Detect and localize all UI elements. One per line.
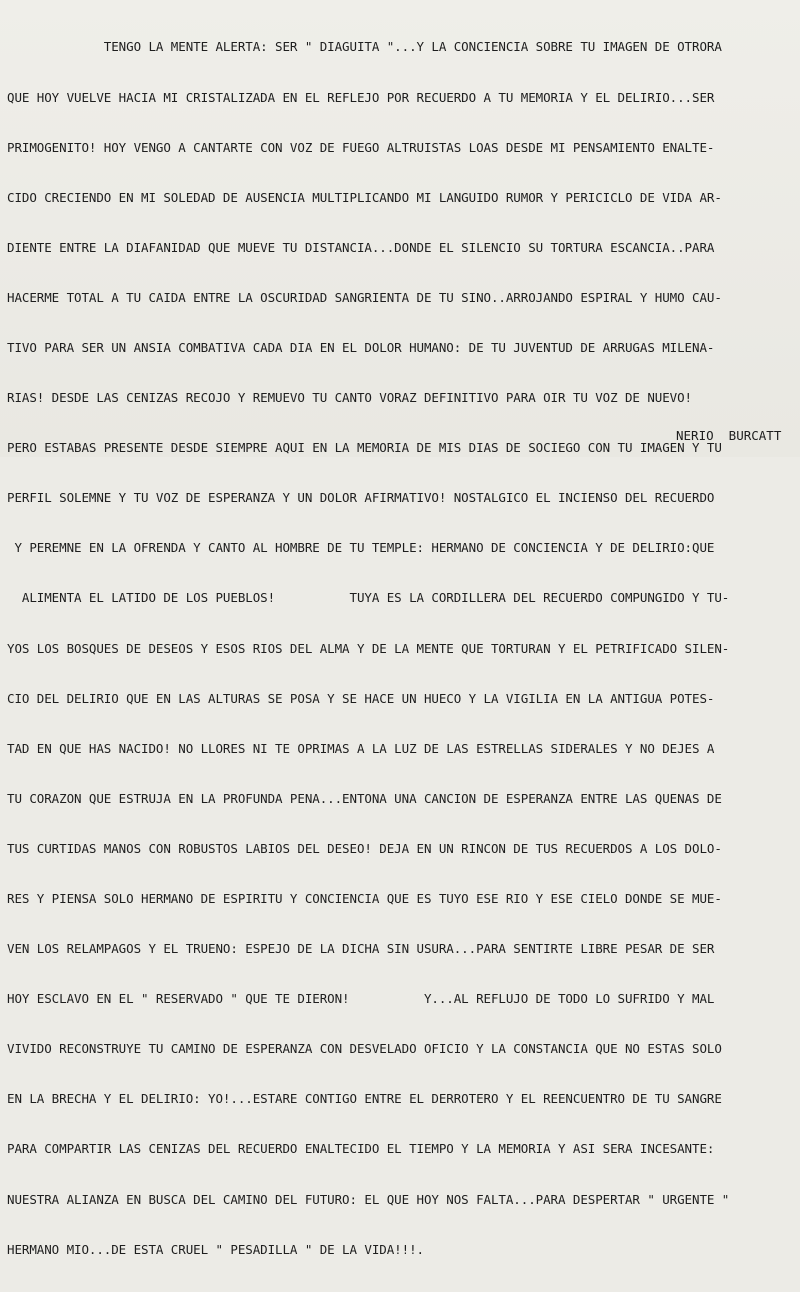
text-line: CIO DEL DELIRIO QUE EN LAS ALTURAS SE POSA Y SE HACE UN HUECO Y LA VIGILIA EN LA ANTIGUA POTES- (7, 690, 715, 706)
text-line: HOY ESCLAVO EN EL " RESERVADO " QUE TE DIERON! Y...AL REFLUJO DE TODO LO SUFRIDO Y MAL (7, 991, 715, 1007)
body-text (7, 6, 797, 1292)
text-line: YOS LOS BOSQUES DE DESEOS Y ESOS RIOS DEL ALMA Y DE LA MENTE QUE TORTURAN Y EL PETRIFICADO SILEN- (7, 640, 730, 656)
text-line: ALIMENTA EL LATIDO DE LOS PUEBLOS! TUYA ES LA CORDILLERA DEL RECUERDO COMPUNGIDO Y TU- (7, 590, 730, 606)
text-line: TENGO LA MENTE ALERTA: SER " DIAGUITA "...Y LA CONCIENCIA SOBRE TU IMAGEN DE OTRORA (7, 39, 722, 55)
text-line: Y PEREMNE EN LA OFRENDA Y CANTO AL HOMBRE DE TU TEMPLE: HERMANO DE CONCIENCIA Y DE DELIRIO:QUE (7, 540, 715, 556)
text-line: DIENTE ENTRE LA DIAFANIDAD QUE MUEVE TU DISTANCIA...DONDE EL SILENCIO SU TORTURA ESCANCIA..PARA (7, 239, 715, 255)
text-line: PERO ESTABAS PRESENTE DESDE SIEMPRE AQUI EN LA MEMORIA DE MIS DIAS DE SOCIEGO CON TU IMAGEN Y TU (7, 440, 722, 456)
text-line: QUE HOY VUELVE HACIA MI CRISTALIZADA EN EL REFLEJO POR RECUERDO A TU MEMORIA Y EL DELIRIO...SER (7, 89, 715, 105)
text-line: RIAS! DESDE LAS CENIZAS RECOJO Y REMUEVO TU CANTO VORAZ DEFINITIVO PARA OIR TU VOZ DE NUEVO! (7, 390, 692, 406)
text-line: VIVIDO RECONSTRUYE TU CAMINO DE ESPERANZA CON DESVELADO OFICIO Y LA CONSTANCIA QUE NO ESTAS SOLO (7, 1041, 722, 1057)
text-line: TUS CURTIDAS MANOS CON ROBUSTOS LABIOS DEL DESEO! DEJA EN UN RINCON DE TUS RECUERDOS A LOS DOLO- (7, 840, 722, 856)
text-line: VEN LOS RELAMPAGOS Y EL TRUENO: ESPEJO DE LA DICHA SIN USURA...PARA SENTIRTE LIBRE PESAR DE SER (7, 941, 715, 957)
text-line: PERFIL SOLEMNE Y TU VOZ DE ESPERANZA Y UN DOLOR AFIRMATIVO! NOSTALGICO EL INCIENSO DEL RECUERDO (7, 490, 715, 506)
text-line: PRIMOGENITO! HOY VENGO A CANTARTE CON VOZ DE FUEGO ALTRUISTAS LOAS DESDE MI PENSAMIENTO ENALTE- (7, 139, 715, 155)
text-line: CIDO CRECIENDO EN MI SOLEDAD DE AUSENCIA MULTIPLICANDO MI LANGUIDO RUMOR Y PERICICLO DE VIDA AR- (7, 189, 722, 205)
text-line: NUESTRA ALIANZA EN BUSCA DEL CAMINO DEL FUTURO: EL QUE HOY NOS FALTA...PARA DESPERTAR " URGENTE " (7, 1191, 730, 1207)
text-line: TAD EN QUE HAS NACIDO! NO LLORES NI TE OPRIMAS A LA LUZ DE LAS ESTRELLAS SIDERALES Y NO DEJES A (7, 740, 715, 756)
text-line: TIVO PARA SER UN ANSIA COMBATIVA CADA DIA EN EL DOLOR HUMANO: DE TU JUVENTUD DE ARRUGAS MILENA- (7, 339, 715, 355)
author-signature: NERIO BURCATT (676, 428, 782, 443)
text-line: EN LA BRECHA Y EL DELIRIO: YO!...ESTARE CONTIGO ENTRE EL DERROTERO Y EL REENCUENTRO DE TU SANGRE (7, 1091, 722, 1107)
text-line: TU CORAZON QUE ESTRUJA EN LA PROFUNDA PENA...ENTONA UNA CANCION DE ESPERANZA ENTRE LAS QUENAS DE (7, 790, 722, 806)
text-line: HERMANO MIO...DE ESTA CRUEL " PESADILLA " DE LA VIDA!!!. (7, 1241, 424, 1257)
text-line: HACERME TOTAL A TU CAIDA ENTRE LA OSCURIDAD SANGRIENTA DE TU SINO..ARROJANDO ESPIRAL Y HUMO CAU- (7, 289, 722, 305)
text-line: RES Y PIENSA SOLO HERMANO DE ESPIRITU Y CONCIENCIA QUE ES TUYO ESE RIO Y ESE CIELO DONDE SE MUE- (7, 891, 722, 906)
text-line: PARA COMPARTIR LAS CENIZAS DEL RECUERDO ENALTECIDO EL TIEMPO Y LA MEMORIA Y ASI SERA INCESANTE: (7, 1141, 715, 1157)
